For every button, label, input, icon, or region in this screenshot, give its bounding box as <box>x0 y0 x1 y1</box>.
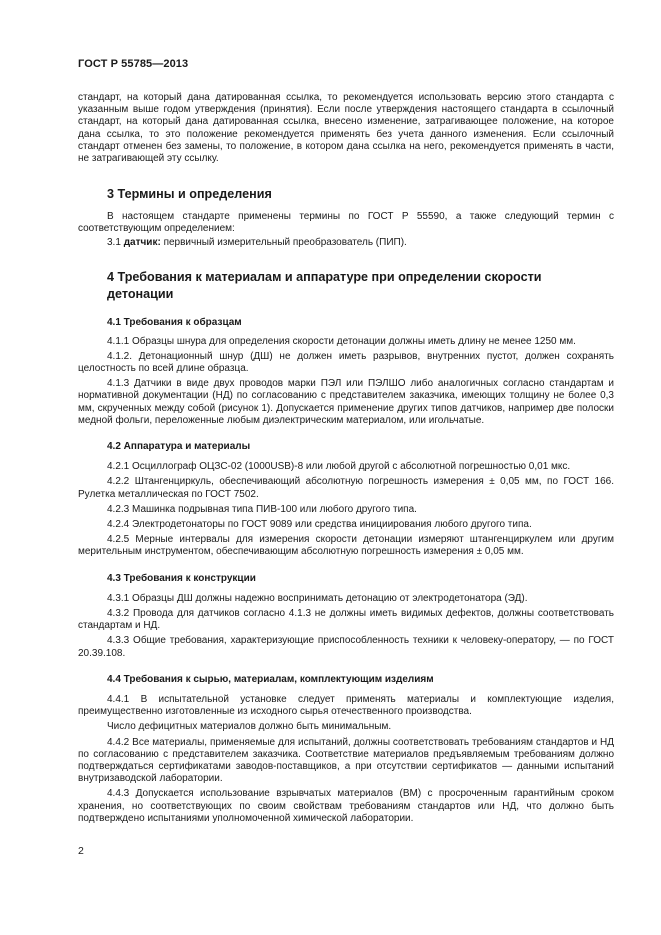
clause-4-4-1: 4.4.1 В испытательной установке следует применять материалы и комплектующие изделия, преимущественно изготовленные из исходного сырья отечественного производства. <box>78 694 614 718</box>
subsection-4-3-title: 4.3 Требования к конструкции <box>107 572 256 584</box>
clause-4-2-2: 4.2.2 Штангенциркуль, обеспечивающий абсолютную погрешность измерения ± 0,05 мм, по ГОСТ 166. Рулетка металлическая по ГОСТ 7502. <box>78 476 614 500</box>
term-definition <box>78 237 614 249</box>
clause-4-2-3: 4.2.3 Машинка подрывная типа ПИВ-100 или любого другого типа. <box>107 503 417 515</box>
clause-4-3-3: 4.3.3 Общие требования, характеризующие приспособленность техники к человеку-оператору, — по ГОСТ 20.39.108. <box>78 635 614 659</box>
intro-block <box>78 92 614 165</box>
term-number: 3.1 <box>107 237 124 249</box>
clause-4-4-3: 4.4.3 Допускается использование взрывчатых материалов (ВМ) с просроченным гарантийным сроком хранения, но соответствующих по своим свойствам требованиям стандартов или НД, что должно быть подтверждено испытаниями уполномоченной химической лаборатории. <box>78 788 614 824</box>
clause-4-1-3: 4.1.3 Датчики в виде двух проводов марки ПЭЛ или ПЭЛШО либо аналогичных согласно стандартам и нормативной документации (НД) по согласованию с представителем заказчика, имеющих толщину не более 0,3 мм, скрученных между собой (рисунок 1). Допускается применение других типов датчиков, например две полоски медной фольги, переложенные любым диэлектрическим материалом, или игольчатые. <box>78 378 614 426</box>
intro-paragraph: стандарт, на который дана датированная ссылка, то рекомендуется использовать версию этого стандарта с указанным выше годом утверждения (принятия). Если после утверждения настоящего стандарта в ссылочный стандарт, на который дана датированная ссылка, внесено изменение, затрагивающее положение, на которое дана ссылка, то это положение рекомендуется применять без учета данного изменения. Если ссылочный стандарт отменен без замены, то положение, в котором дана ссылка на него, рекомендуется применять в части, не затрагивающей эту ссылку. <box>78 92 614 165</box>
subsection-4-4-title: 4.4 Требования к сырью, материалам, комплектующим изделиям <box>107 673 434 685</box>
clause-4-3-2: 4.3.2 Провода для датчиков согласно 4.1.3 не должны иметь видимых дефектов, должны соответствовать стандартам и НД. <box>78 607 614 632</box>
section-3-title: 3 Термины и определения <box>107 187 272 202</box>
clause-4-4-2: 4.4.2 Все материалы, применяемые для испытаний, должны соответствовать требованиям стандартов и НД по согласованию с представителем заказчика. Соответствие материалов предъявляемым требованиям должно подтверждаться сертификатами заводов-поставщиков, а при отсутствии сертификатов — данными испытаний внутризаводской лаборатории. <box>78 736 614 785</box>
subsection-4-1-title: 4.1 Требования к образцам <box>107 317 242 329</box>
clause-4-4-1-note: Число дефицитных материалов должно быть минимальным. <box>107 721 392 733</box>
clause-4-2-5: 4.2.5 Мерные интервалы для измерения скорости детонации измеряют штангенциркулем или другим мерительным инструментом, обеспечивающим абсолютную погрешность измерения ± 0,05 мм. <box>78 534 614 558</box>
clause-4-2-4: 4.2.4 Электродетонаторы по ГОСТ 9089 или средства инициирования любого другого типа. <box>107 518 532 530</box>
clause-4-3-1: 4.3.1 Образцы ДШ должны надежно воспринимать детонацию от электродетонатора (ЭД). <box>107 592 528 604</box>
clause-4-1-2: 4.1.2. Детонационный шнур (ДШ) не должен иметь разрывов, внутренних пустот, должен сохранять целостность по всей длине образца. <box>78 350 614 374</box>
clause-4-1-1: 4.1.1 Образцы шнура для определения скорости детонации должны иметь длину не менее 1250 мм. <box>107 335 576 347</box>
term-name: датчик: <box>123 237 161 249</box>
section-4-title: 4 Требования к материалам и аппаратуре при определении скорости детонации <box>107 270 542 301</box>
section-3-paragraph: В настоящем стандарте применены термины по ГОСТ Р 55590, а также следующий термин с соответствующим определением: <box>78 210 614 234</box>
document-code: ГОСТ Р 55785—2013 <box>78 58 189 70</box>
term-text: первичный измерительный преобразователь (ПИП). <box>160 237 407 249</box>
document-body <box>78 92 614 825</box>
subsection-4-2-title: 4.2 Аппаратура и материалы <box>107 440 251 452</box>
clause-4-2-1: 4.2.1 Осциллограф ОЦЗС-02 (1000USB)-8 или любой другой с абсолютной погрешностью 0,01 мкс. <box>107 461 571 473</box>
page-number: 2 <box>78 845 84 857</box>
